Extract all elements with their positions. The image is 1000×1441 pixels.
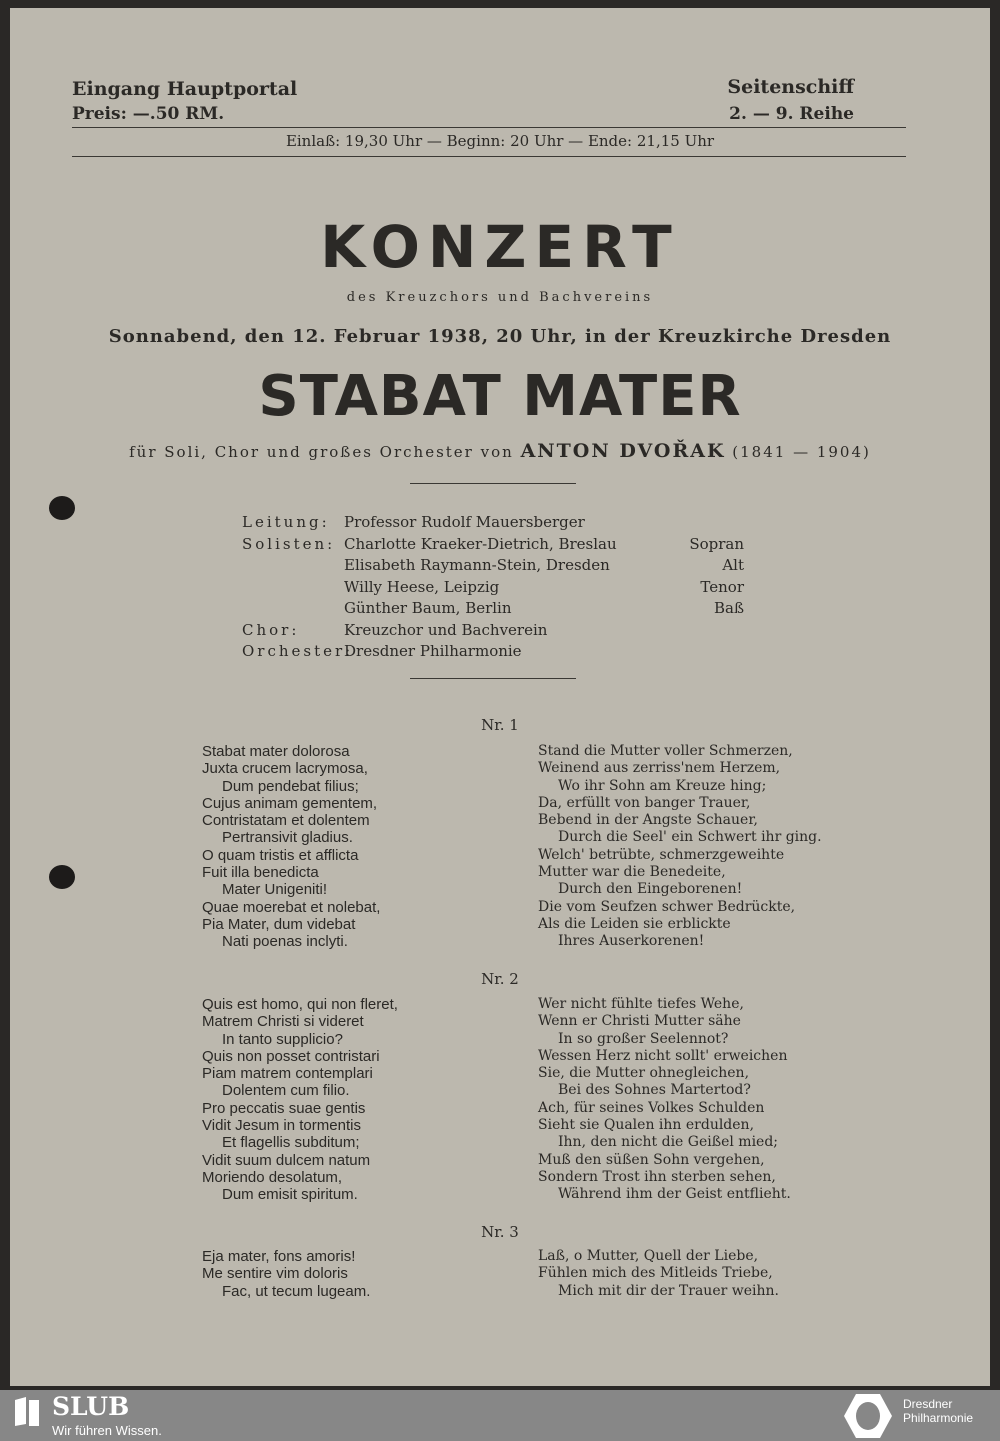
german-line: Fühlen mich des Mitleids Triebe, — [538, 1265, 773, 1282]
footer-bar — [0, 1390, 1000, 1441]
orchestra: Dresdner Philharmonie — [344, 642, 522, 660]
choir: Kreuzchor und Bachverein — [344, 620, 548, 639]
organizers: des Kreuzchors und Bachvereins — [346, 290, 654, 305]
konzert-title: KONZERT — [320, 213, 680, 281]
section-heading: Nr. 3 — [481, 1223, 519, 1241]
partner-name[interactable]: Dresdner Philharmonie — [903, 1397, 974, 1425]
latin-line: Mater Unigeniti! — [222, 881, 328, 899]
latin-line: Piam matrem contemplari — [202, 1065, 373, 1083]
rows: 2. — 9. Reihe — [729, 104, 854, 124]
latin-line: Quis est homo, qui non fleret, — [202, 996, 398, 1013]
leitung-label: Leitung: — [242, 513, 330, 531]
soloist-role: Alt — [722, 556, 744, 574]
slub-logo[interactable]: SLUB — [52, 1392, 130, 1421]
book-icon — [12, 1396, 42, 1426]
german-line: Während ihm der Geist entflieht. — [558, 1186, 791, 1203]
punch-hole — [49, 496, 75, 520]
chor-label: Chor: — [242, 620, 300, 639]
soloist-name: Günther Baum, Berlin — [344, 599, 512, 617]
latin-line: Quis non posset contristari — [202, 1047, 380, 1065]
soloist-role: Baß — [714, 599, 744, 617]
soloist-row — [242, 577, 744, 599]
soloist-name: Willy Heese, Leipzig — [344, 577, 500, 596]
date-line: Sonnabend, den 12. Februar 1938, 20 Uhr, in der Kreuzkirche Dresden — [108, 326, 892, 347]
german-line: Die vom Seufzen schwer Bedrückte, — [538, 898, 796, 915]
german-verse — [538, 1248, 779, 1300]
german-line: Laß, o Mutter, Quell der Liebe, — [538, 1248, 759, 1264]
soloist-name: Charlotte Kraeker-Dietrich, Breslau — [344, 534, 617, 553]
german-line: Mich mit dir der Trauer weihn. — [558, 1282, 779, 1299]
soloist-role: Sopran — [689, 534, 744, 553]
german-line: Muß den süßen Sohn vergehen, — [538, 1151, 765, 1168]
conductor: Professor Rudolf Mauersberger — [344, 513, 585, 531]
latin-line: Dum emisit spiritum. — [222, 1186, 358, 1204]
concert-program-page — [10, 8, 990, 1386]
composer: ANTON DVOŘAK — [520, 440, 726, 462]
german-line: Stand die Mutter voller Schmerzen, — [538, 743, 793, 759]
german-line: Wenn er Christi Mutter sähe — [538, 1013, 741, 1030]
latin-line: Pro peccatis suae gentis — [202, 1099, 366, 1117]
latin-line: Eja mater, fons amoris! — [202, 1248, 356, 1265]
latin-line: Et flagellis subditum; — [222, 1134, 360, 1152]
german-line: Als die Leiden sie erblickte — [538, 915, 731, 932]
latin-line: Dum pendebat filius; — [222, 777, 359, 795]
solisten-label: Solisten: — [242, 534, 336, 553]
soloist-row — [242, 534, 744, 556]
latin-line: Fac, ut tecum lugeam. — [222, 1282, 371, 1300]
divider — [72, 156, 906, 157]
german-line: Bebend in der Angste Schauer, — [538, 812, 758, 829]
latin-line: Vidit Jesum in tormentis — [202, 1117, 361, 1135]
slub-tagline: Wir führen Wissen. — [52, 1423, 162, 1438]
german-line: Weinend aus zerriss'nem Herzem, — [538, 760, 781, 777]
credits — [242, 512, 744, 663]
latin-verse — [202, 743, 380, 951]
german-line: Ihres Auserkorenen! — [558, 933, 705, 950]
latin-line: Fuit illa benedicta — [202, 864, 319, 882]
german-line: Welch' betrübte, schmerzgeweihte — [538, 846, 785, 863]
latin-line: Moriendo desolatum, — [202, 1168, 343, 1186]
german-line: Mutter war die Benedeite, — [538, 864, 726, 881]
section-heading: Nr. 1 — [481, 716, 519, 734]
german-verse — [538, 996, 791, 1204]
latin-line: Cujus animam gementem, — [202, 794, 378, 812]
latin-line: O quam tristis et afflicta — [202, 846, 359, 864]
latin-line: Dolentem cum filio. — [222, 1082, 350, 1100]
latin-line: Nati poenas inclyti. — [222, 933, 348, 951]
german-line: Sieht sie Qualen ihn erdulden, — [538, 1117, 755, 1134]
latin-line: Contristatam et dolentem — [202, 812, 370, 830]
soloist-row — [242, 598, 744, 620]
entrance: Eingang Hauptportal — [72, 78, 298, 100]
latin-line: In tanto supplicio? — [222, 1030, 343, 1048]
german-line: Ach, für seines Volkes Schulden — [538, 1099, 765, 1116]
latin-line: Pertransivit gladius. — [222, 829, 353, 847]
german-line: Da, erfüllt von banger Trauer, — [538, 794, 751, 811]
price: Preis: —.50 RM. — [72, 104, 225, 124]
section-heading: Nr. 2 — [481, 970, 519, 988]
times: Einlaß: 19,30 Uhr — Beginn: 20 Uhr — Ende: 21,15 Uhr — [285, 132, 715, 150]
german-line: Ihn, den nicht die Geißel mied; — [558, 1134, 779, 1151]
divider — [410, 483, 576, 484]
soloist-row — [242, 555, 744, 577]
latin-verse — [202, 1248, 370, 1300]
latin-line: Juxta crucem lacrymosa, — [202, 760, 368, 778]
philharmonie-logo-icon — [842, 1392, 894, 1440]
german-line: Durch die Seel' ein Schwert ihr ging. — [558, 829, 822, 846]
german-line: Sondern Trost ihn sterben sehen, — [538, 1168, 776, 1185]
divider — [72, 127, 906, 128]
german-line: In so großer Seelennot? — [558, 1030, 729, 1047]
soloist-role: Tenor — [700, 577, 744, 596]
subtitle — [10, 440, 990, 462]
soloist-name: Elisabeth Raymann-Stein, Dresden — [344, 556, 610, 574]
composer-years: (1841 — 1904) — [732, 443, 871, 461]
latin-line: Me sentire vim doloris — [202, 1265, 348, 1283]
punch-hole — [49, 865, 75, 889]
latin-line: Pia Mater, dum videbat — [202, 915, 356, 933]
german-line: Bei des Sohnes Martertod? — [558, 1082, 751, 1099]
subtitle-prefix: für Soli, Chor und großes Orchester von — [129, 443, 514, 461]
german-line: Wessen Herz nicht sollt' erweichen — [538, 1047, 788, 1064]
work-title: STABAT MATER — [258, 364, 742, 429]
latin-line: Stabat mater dolorosa — [202, 743, 350, 760]
german-line: Wo ihr Sohn am Kreuze hing; — [558, 777, 767, 794]
german-line: Sie, die Mutter ohnegleichen, — [538, 1065, 750, 1082]
divider — [410, 678, 576, 679]
german-verse — [538, 743, 822, 951]
latin-line: Matrem Christi si videret — [202, 1013, 364, 1031]
german-line: Durch den Eingeborenen! — [558, 881, 743, 898]
german-line: Wer nicht fühlte tiefes Wehe, — [538, 996, 744, 1012]
latin-line: Quae moerebat et nolebat, — [202, 898, 381, 916]
section: Seitenschiff — [727, 76, 854, 98]
latin-line: Vidit suum dulcem natum — [202, 1151, 371, 1169]
latin-verse — [202, 996, 398, 1204]
orchester-label: Orchester: — [242, 642, 354, 660]
